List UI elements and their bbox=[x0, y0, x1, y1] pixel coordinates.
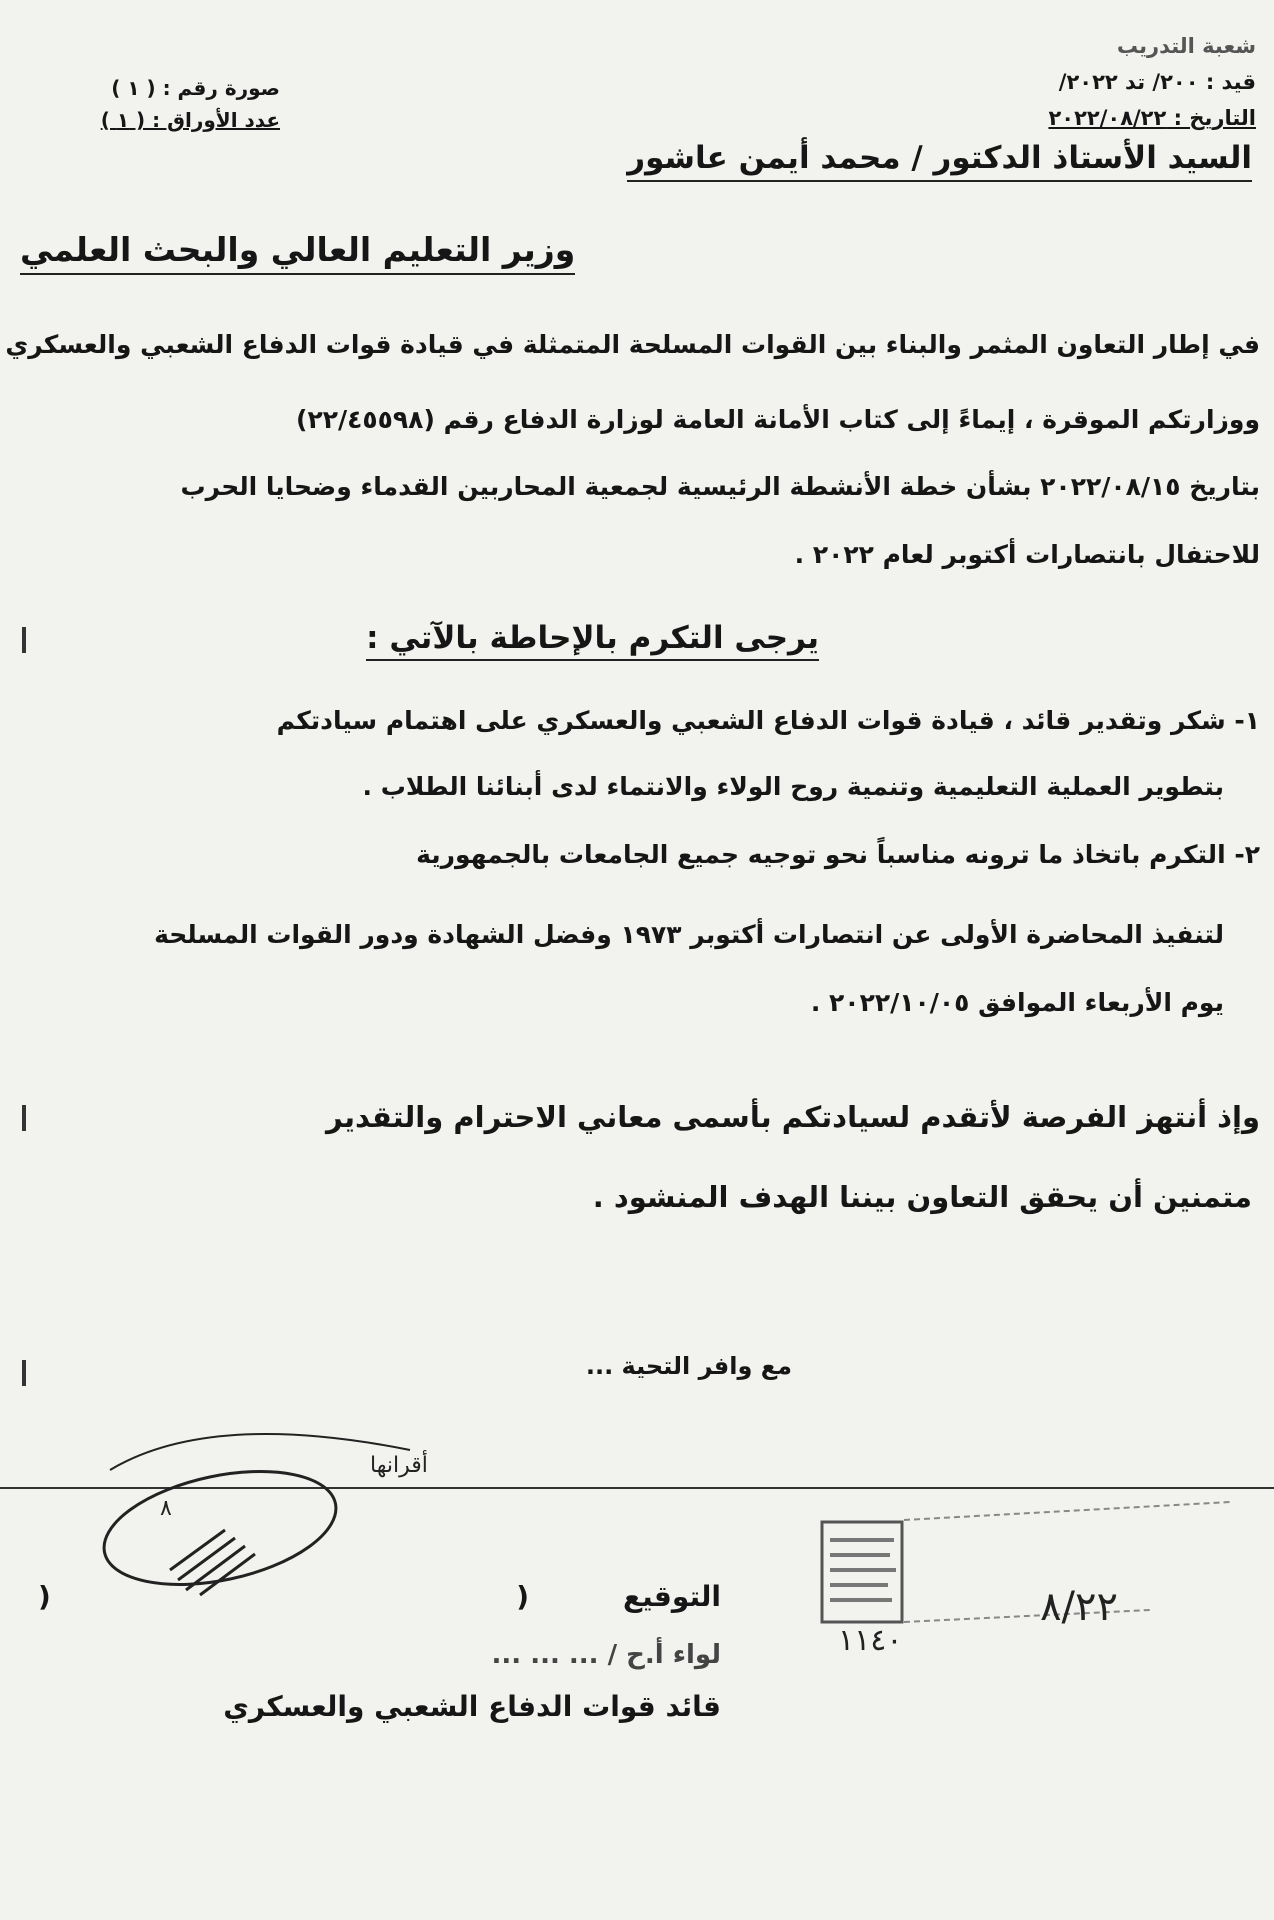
handwritten-stroke bbox=[110, 1434, 410, 1470]
stamp bbox=[820, 1500, 1240, 1660]
margin-tick bbox=[22, 627, 26, 653]
ref-date: التاريخ : ٢٠٢٢/٠٨/٢٢ bbox=[1048, 106, 1256, 130]
body-line: في إطار التعاون المثمر والبناء بين القوات المسلحة المتمثلة في قيادة قوات الدفاع الشعبي والعسكري bbox=[5, 330, 1260, 359]
copy-number: صورة رقم : ( ١ ) bbox=[111, 76, 280, 100]
ref-number: قيد : ٢٠٠/ تد ٢٠٢٢/ bbox=[1058, 70, 1256, 94]
signature-close-paren: ) bbox=[38, 1580, 51, 1613]
stamp-text: ٨/٢٢ bbox=[1040, 1584, 1118, 1630]
item2-line: يوم الأربعاء الموافق ٢٠٢٢/١٠/٠٥ . bbox=[810, 988, 1224, 1017]
reference-block bbox=[1048, 28, 1256, 136]
signatory-name: لواء أ.ح / ... ... ... bbox=[491, 1640, 721, 1670]
item2-line: لتنفيذ المحاضرة الأولى عن انتصارات أكتوبر ١٩٧٣ وفضل الشهادة ودور القوات المسلحة bbox=[154, 920, 1224, 949]
addressee-title: وزير التعليم العالي والبحث العلمي bbox=[20, 230, 575, 275]
signatory-title: قائد قوات الدفاع الشعبي والعسكري bbox=[223, 1690, 721, 1723]
addressee-title-line bbox=[20, 230, 575, 269]
request-heading bbox=[366, 620, 819, 656]
margin-tick bbox=[22, 1360, 26, 1386]
stamp-number: ١١٤٠ bbox=[838, 1623, 903, 1658]
signature-label: التوقيع bbox=[623, 1580, 721, 1613]
handwritten-note: أقرانها bbox=[370, 1453, 428, 1478]
item1-line: بتطوير العملية التعليمية وتنمية روح الولاء والانتماء لدى أبنائنا الطلاب . bbox=[362, 772, 1224, 801]
greeting: مع وافر التحية ... bbox=[585, 1352, 792, 1380]
body-line: للاحتفال بانتصارات أكتوبر لعام ٢٠٢٢ . bbox=[794, 540, 1260, 569]
pages-count: عدد الأوراق : ( ١ ) bbox=[100, 108, 280, 132]
handwritten-circle bbox=[94, 1453, 346, 1600]
body-line: بتاريخ ٢٠٢٢/٠٨/١٥ بشأن خطة الأنشطة الرئيسية لجمعية المحاربين القدماء وضحايا الحرب bbox=[180, 472, 1260, 501]
copy-info bbox=[40, 72, 280, 136]
closing-line: وإذ أنتهز الفرصة لأتقدم لسيادتكم بأسمى معاني الاحترام والتقدير bbox=[326, 1100, 1260, 1134]
ref-unit-label: شعبة التدريب bbox=[1116, 34, 1256, 58]
stamp-texture bbox=[830, 1540, 896, 1600]
handwritten-number: ٨ bbox=[160, 1496, 172, 1521]
signature-open-paren: ( bbox=[516, 1580, 529, 1613]
item2-line: ٢- التكرم باتخاذ ما ترونه مناسباً نحو توجيه جميع الجامعات بالجمهورية bbox=[416, 840, 1260, 869]
request-heading-text: يرجى التكرم بالإحاطة بالآتي : bbox=[366, 620, 819, 661]
addressee-name: السيد الأستاذ الدكتور / محمد أيمن عاشور bbox=[627, 140, 1252, 182]
handwritten-annotation bbox=[50, 1420, 510, 1600]
body-line: ووزارتكم الموقرة ، إيماءً إلى كتاب الأمانة العامة لوزارة الدفاع رقم (٢٢/٤٥٥٩٨) bbox=[296, 405, 1260, 434]
item1-line: ١- شكر وتقدير قائد ، قيادة قوات الدفاع الشعبي والعسكري على اهتمام سيادتكم bbox=[276, 706, 1260, 735]
closing-line: متمنين أن يحقق التعاون بيننا الهدف المنشود . bbox=[592, 1180, 1252, 1214]
addressee bbox=[627, 140, 1252, 176]
margin-tick bbox=[22, 1105, 26, 1131]
